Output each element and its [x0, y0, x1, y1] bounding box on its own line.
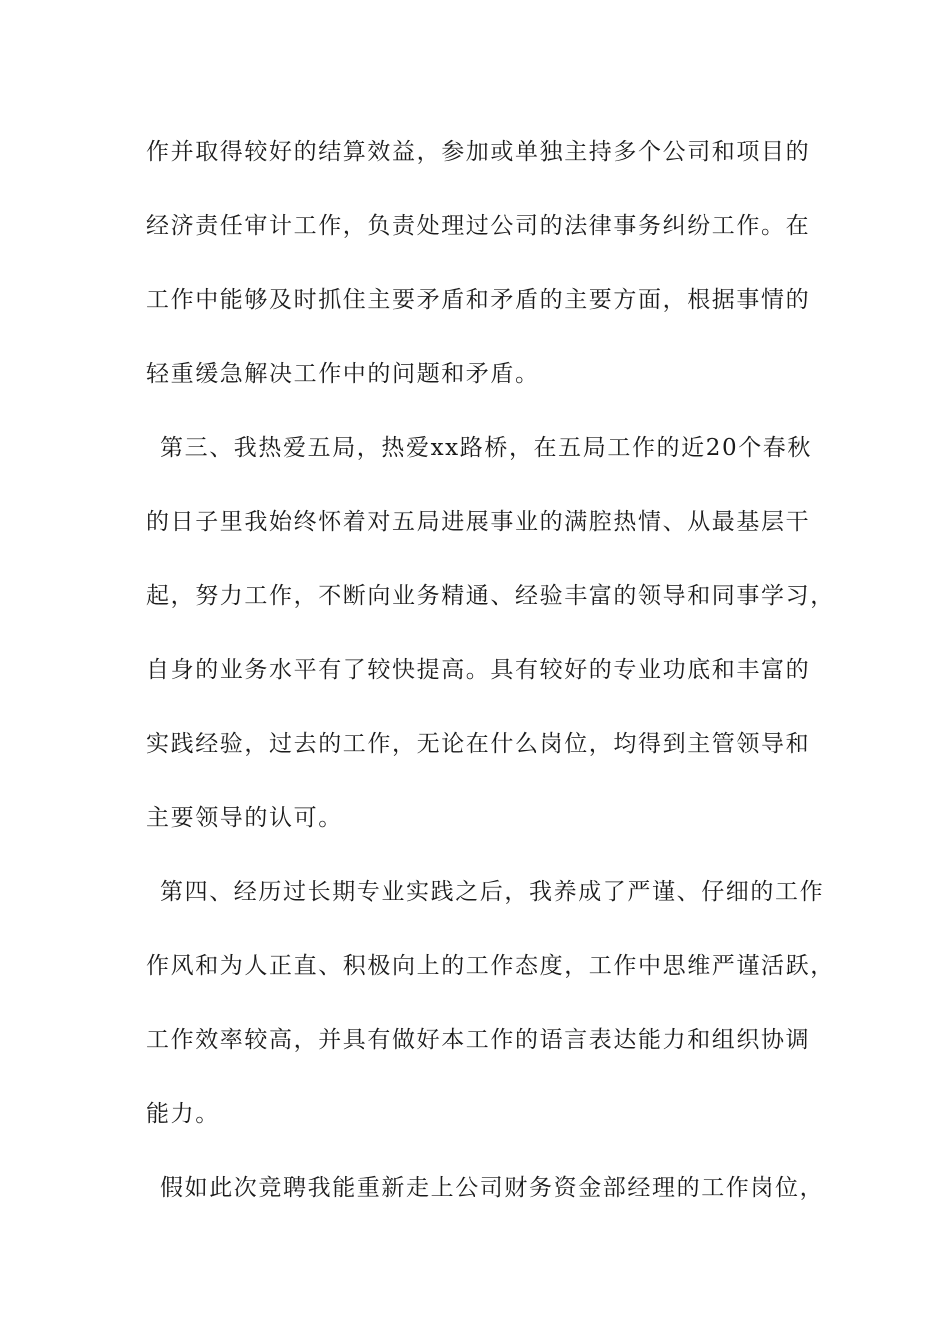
text-line-2: 经济责任审计工作，负责处理过公司的法律事务纠纷工作。在: [146, 213, 811, 239]
text-line-13: 工作效率较高，并具有做好本工作的语言表达能力和组织协调: [146, 1027, 811, 1053]
text-line-1: 作并取得较好的结算效益，参加或单独主持多个公司和项目的: [146, 139, 811, 165]
text-line-15: 假如此次竞聘我能重新走上公司财务资金部经理的工作岗位，: [160, 1175, 825, 1201]
text-line-5: 第三、我热爱五局，热爱xx路桥，在五局工作的近20个春秋: [160, 435, 813, 461]
text-line-8: 自身的业务水平有了较快提高。具有较好的专业功底和丰富的: [146, 657, 811, 683]
text-line-3: 工作中能够及时抓住主要矛盾和矛盾的主要方面，根据事情的: [146, 287, 811, 313]
text-line-6: 的日子里我始终怀着对五局进展事业的满腔热情、从最基层干: [146, 509, 811, 535]
text-line-7: 起，努力工作，不断向业务精通、经验丰富的领导和同事学习，: [146, 583, 835, 609]
text-line-14: 能力。: [146, 1101, 220, 1127]
text-line-12: 作风和为人正直、积极向上的工作态度，工作中思维严谨活跃，: [146, 953, 835, 979]
text-line-4: 轻重缓急解决工作中的问题和矛盾。: [146, 361, 540, 387]
text-line-10: 主要领导的认可。: [146, 805, 343, 831]
text-line-11: 第四、经历过长期专业实践之后，我养成了严谨、仔细的工作: [160, 879, 825, 905]
text-line-9: 实践经验，过去的工作，无论在什么岗位，均得到主管领导和: [146, 731, 811, 757]
